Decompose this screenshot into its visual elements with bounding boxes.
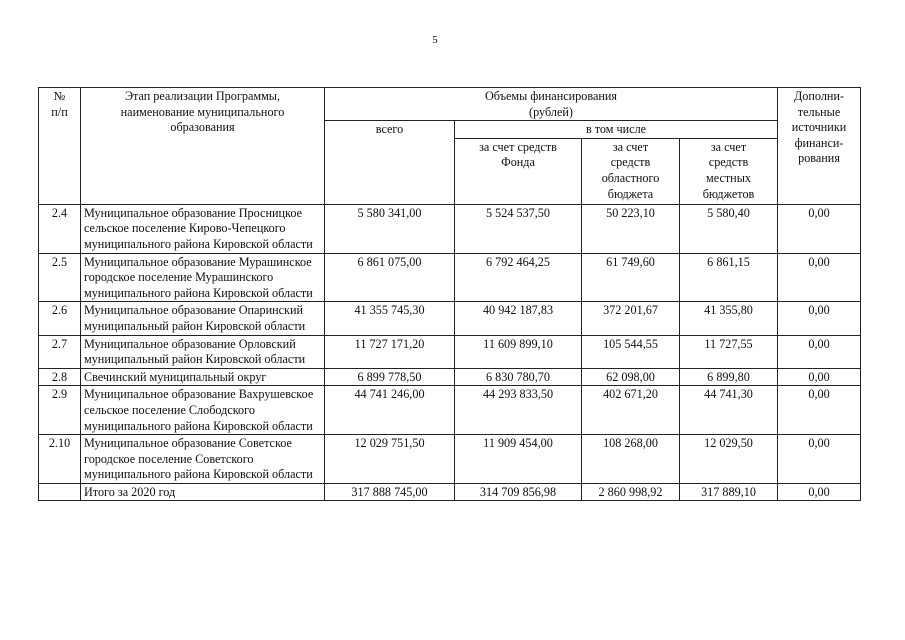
header-fund — [455, 138, 582, 204]
row-total: 6 861 075,00 — [325, 253, 455, 302]
row-num: 2.10 — [39, 435, 81, 484]
total-row-local: 317 889,10 — [680, 483, 778, 501]
row-name: Муниципальное образование Мурашинское городское поселение Мурашинского муниципального района Кировской области — [81, 253, 325, 302]
total-row-regional: 2 860 998,92 — [582, 483, 680, 501]
row-additional: 0,00 — [778, 302, 861, 335]
row-local: 44 741,30 — [680, 386, 778, 435]
row-regional: 62 098,00 — [582, 368, 680, 386]
header-regional — [582, 138, 680, 204]
row-local: 12 029,50 — [680, 435, 778, 484]
row-num: 2.9 — [39, 386, 81, 435]
row-fund: 11 909 454,00 — [455, 435, 582, 484]
row-num: 2.6 — [39, 302, 81, 335]
row-name: Муниципальное образование Опаринский муниципальный район Кировской области — [81, 302, 325, 335]
header-additional-line-2: тельные — [797, 104, 841, 119]
header-including — [455, 121, 778, 139]
row-fund: 6 792 464,25 — [455, 253, 582, 302]
table-row — [39, 204, 861, 253]
row-regional: 402 671,20 — [582, 386, 680, 435]
row-total: 5 580 341,00 — [325, 204, 455, 253]
row-fund: 6 830 780,70 — [455, 368, 582, 386]
header-num-line-1: № — [53, 89, 66, 103]
table-row — [39, 302, 861, 335]
row-regional: 105 544,55 — [582, 335, 680, 368]
header-regional-line-2: средств — [610, 155, 651, 170]
row-regional: 108 268,00 — [582, 435, 680, 484]
header-regional-line-1: за счет — [612, 139, 649, 154]
row-fund: 44 293 833,50 — [455, 386, 582, 435]
total-row-fund: 314 709 856,98 — [455, 483, 582, 501]
table-row — [39, 368, 861, 386]
total-row-num — [39, 483, 81, 501]
header-fund-line-2: Фонда — [501, 155, 535, 170]
row-total: 44 741 246,00 — [325, 386, 455, 435]
row-num: 2.8 — [39, 368, 81, 386]
table-body — [39, 204, 861, 501]
header-regional-line-3: областного — [601, 170, 660, 185]
row-regional: 50 223,10 — [582, 204, 680, 253]
header-local-line-2: средств — [708, 155, 749, 170]
header-additional-line-4: финанси- — [794, 135, 844, 150]
row-fund: 40 942 187,83 — [455, 302, 582, 335]
row-local: 6 861,15 — [680, 253, 778, 302]
row-name: Муниципальное образование Орловский муниципальный район Кировской области — [81, 335, 325, 368]
header-volumes-line-1: Объемы финансирования — [485, 89, 618, 103]
header-fund-line-1: за счет средств — [479, 139, 557, 154]
row-fund: 11 609 899,10 — [455, 335, 582, 368]
header-local — [680, 138, 778, 204]
row-additional: 0,00 — [778, 335, 861, 368]
row-additional: 0,00 — [778, 368, 861, 386]
row-name: Муниципальное образование Советское городское поселение Советского муниципального района Кировской области — [81, 435, 325, 484]
header-local-line-3: местных — [706, 170, 751, 185]
row-num: 2.4 — [39, 204, 81, 253]
row-total: 6 899 778,50 — [325, 368, 455, 386]
header-local-line-1: за счет — [710, 139, 747, 154]
row-name: Муниципальное образование Просницкое сельское поселение Кирово-Чепецкого муниципального района Кировской области — [81, 204, 325, 253]
table-row — [39, 335, 861, 368]
financing-table — [38, 87, 861, 501]
table-header — [39, 88, 861, 205]
total-row-additional: 0,00 — [778, 483, 861, 501]
header-num — [39, 88, 81, 205]
header-additional-line-1: Дополни- — [793, 89, 845, 103]
table-row — [39, 386, 861, 435]
header-including-label: в том числе — [585, 122, 647, 137]
header-regional-line-4: бюджета — [607, 186, 654, 201]
table-row — [39, 435, 861, 484]
row-local: 11 727,55 — [680, 335, 778, 368]
row-regional: 372 201,67 — [582, 302, 680, 335]
row-local: 6 899,80 — [680, 368, 778, 386]
header-stage-line-3: образования — [170, 120, 235, 135]
row-total: 12 029 751,50 — [325, 435, 455, 484]
header-total-label: всего — [375, 122, 404, 137]
row-additional: 0,00 — [778, 204, 861, 253]
row-name: Муниципальное образование Вахрушевское сельское поселение Слободского муниципального района Кировской области — [81, 386, 325, 435]
header-volumes — [325, 88, 778, 121]
row-num: 2.7 — [39, 335, 81, 368]
row-fund: 5 524 537,50 — [455, 204, 582, 253]
header-stage-line-2: наименование муниципального — [120, 104, 285, 119]
header-num-line-2: п/п — [51, 104, 68, 119]
row-additional: 0,00 — [778, 435, 861, 484]
row-additional: 0,00 — [778, 386, 861, 435]
page-number: 5 — [432, 34, 438, 46]
row-total: 11 727 171,20 — [325, 335, 455, 368]
table-row — [39, 253, 861, 302]
row-name: Свечинский муниципальный округ — [81, 368, 325, 386]
header-additional-line-3: источники — [791, 120, 847, 135]
row-regional: 61 749,60 — [582, 253, 680, 302]
header-stage-line-1: Этап реализации Программы, — [124, 89, 281, 103]
header-stage — [81, 88, 325, 205]
header-local-line-4: бюджетов — [702, 186, 755, 201]
header-volumes-line-2: (рублей) — [529, 104, 573, 119]
row-additional: 0,00 — [778, 253, 861, 302]
row-num: 2.5 — [39, 253, 81, 302]
row-local: 41 355,80 — [680, 302, 778, 335]
total-row-name: Итого за 2020 год — [81, 483, 325, 501]
row-local: 5 580,40 — [680, 204, 778, 253]
header-additional-line-5: рования — [798, 151, 840, 166]
total-row-total: 317 888 745,00 — [325, 483, 455, 501]
row-total: 41 355 745,30 — [325, 302, 455, 335]
header-total — [325, 121, 455, 205]
header-additional — [778, 88, 861, 205]
total-row — [39, 483, 861, 501]
